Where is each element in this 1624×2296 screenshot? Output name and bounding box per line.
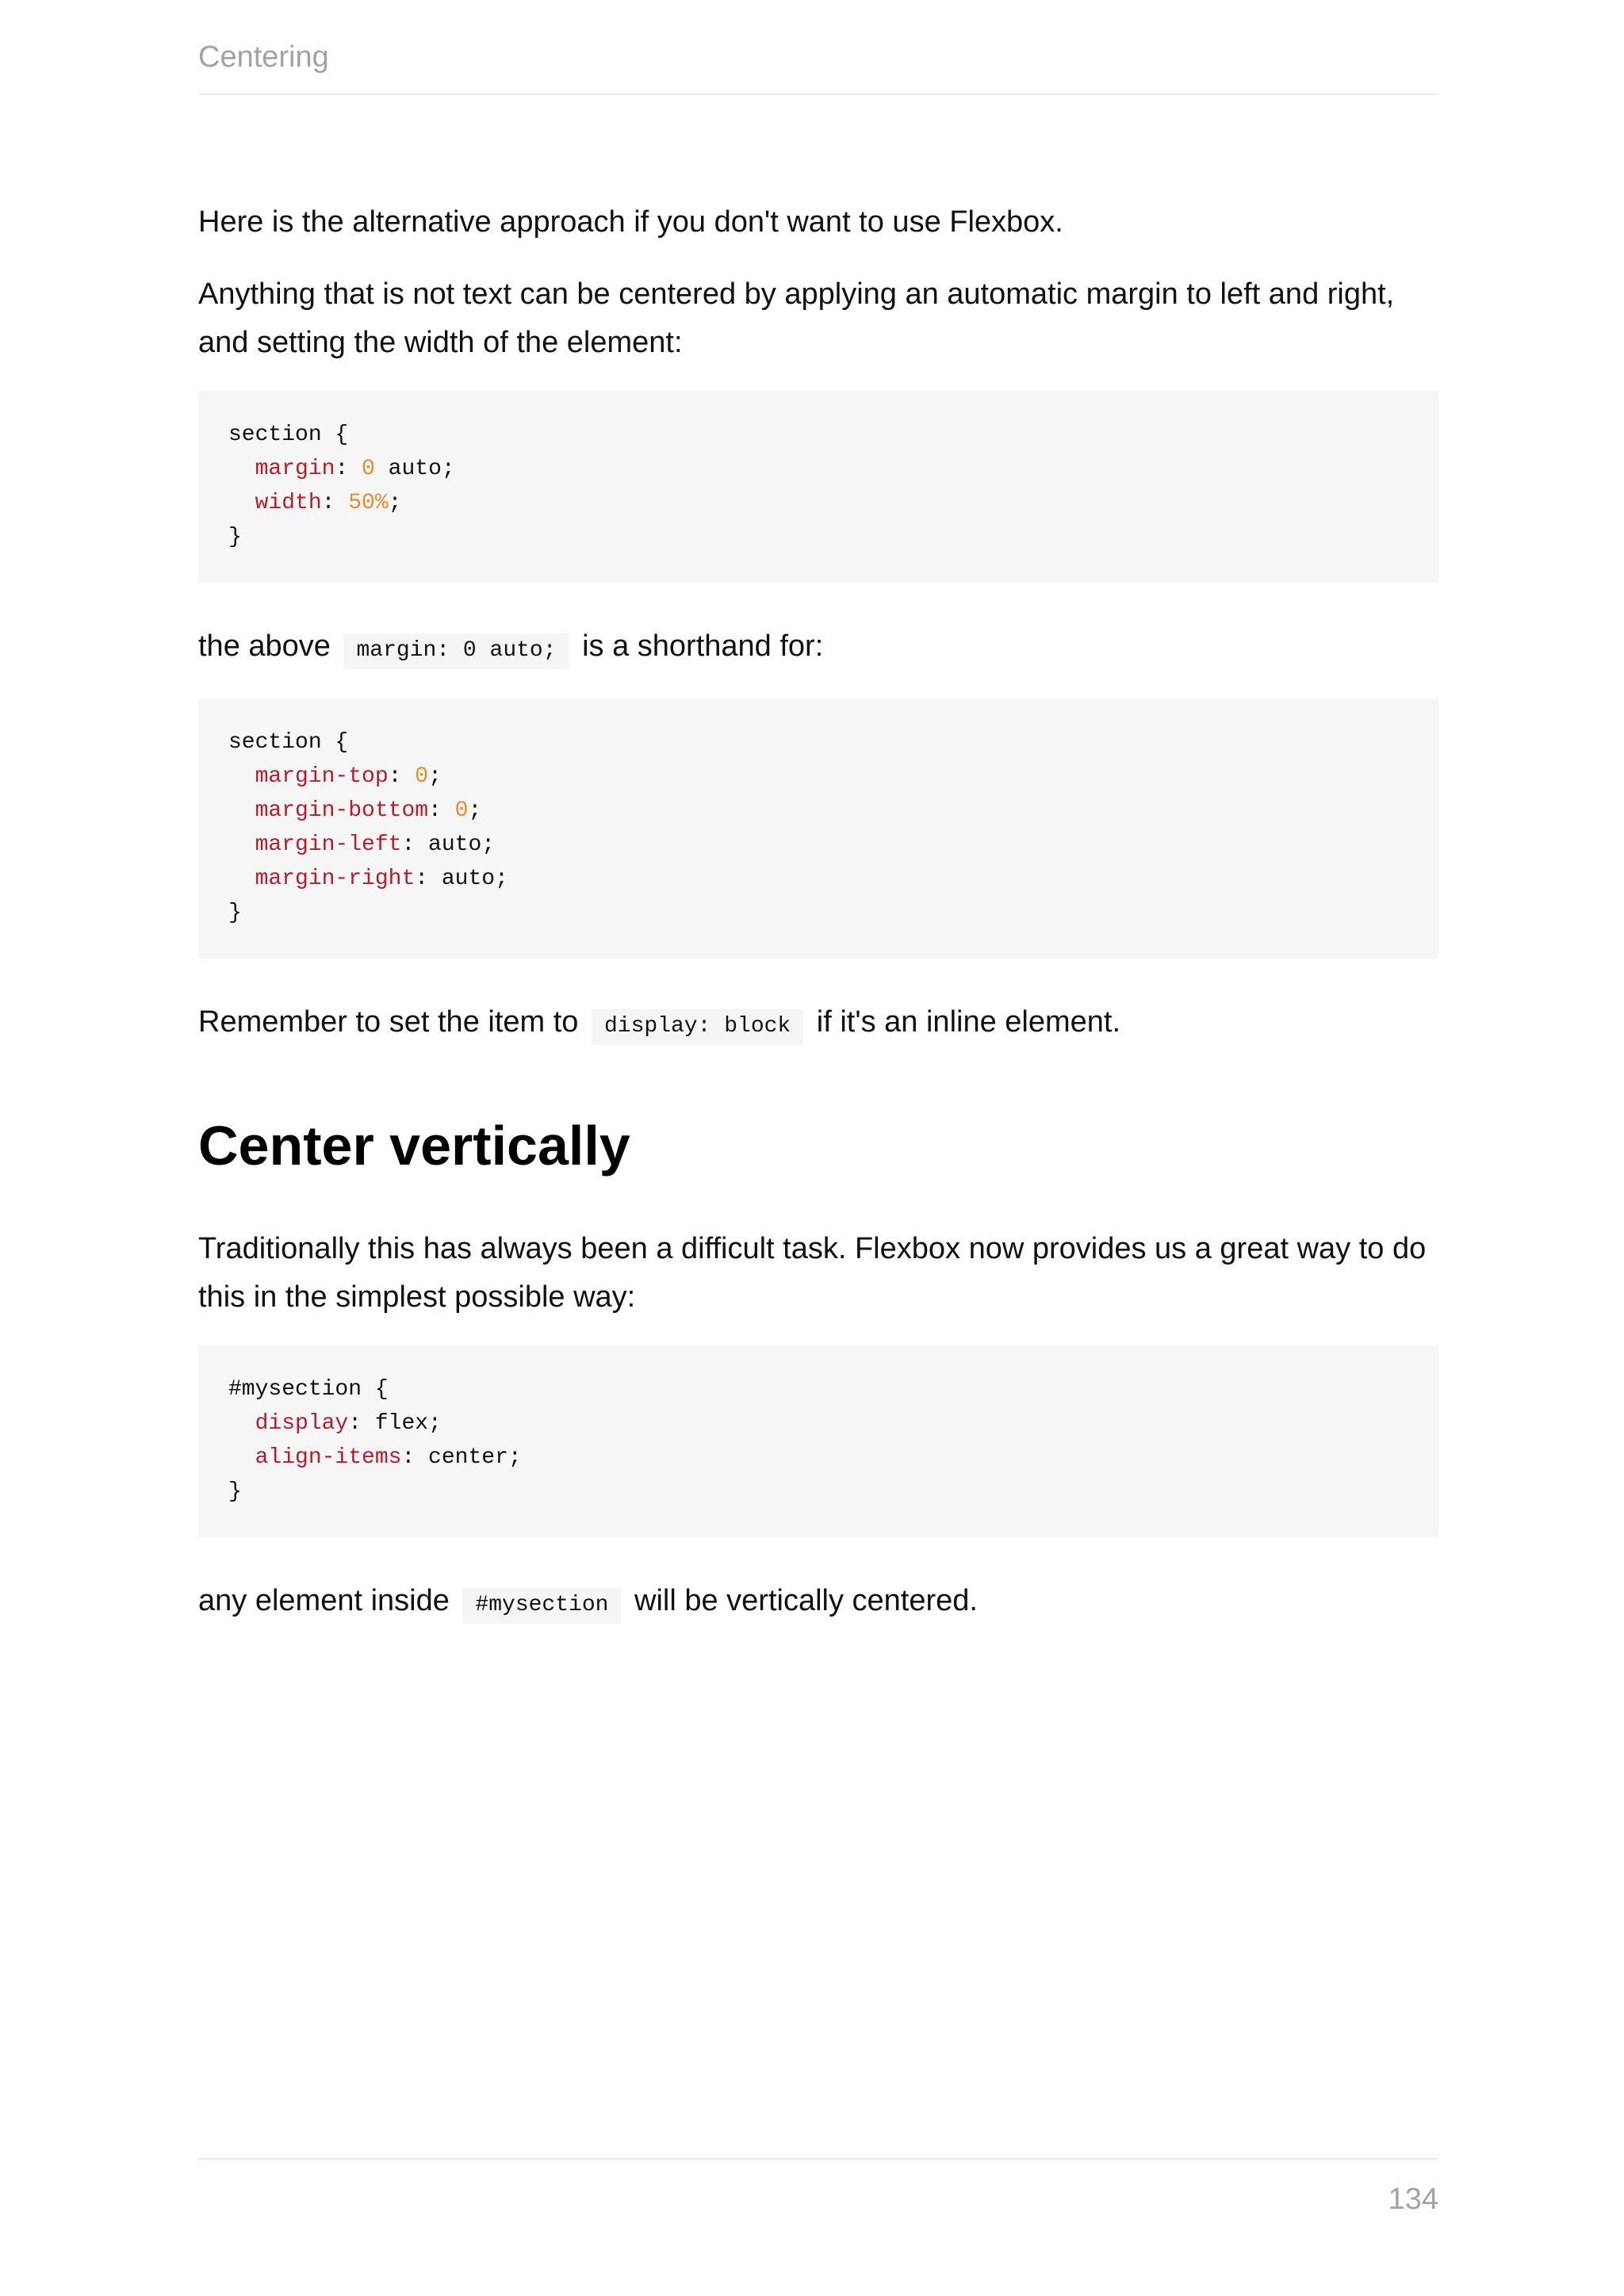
- inline-code: margin: 0 auto;: [343, 633, 569, 669]
- code-block-flex-center: [198, 1345, 1438, 1537]
- code-value: : auto;: [401, 832, 496, 857]
- code-line: #mysection {: [228, 1377, 389, 1402]
- text-fragment: if it's an inline element.: [816, 1005, 1121, 1039]
- page-header: [198, 38, 1438, 95]
- paragraph-vertical-intro: Traditionally this has always been a difficult task. Flexbox now provides us a great way to do this in the simplest possible way:: [198, 1232, 1427, 1314]
- code-value: : flex;: [348, 1411, 442, 1436]
- book-page: [198, 0, 1438, 2296]
- code-separator: :: [321, 491, 349, 515]
- section-heading: Center vertically: [198, 1115, 630, 1177]
- code-property: align-items: [255, 1445, 402, 1470]
- code-number: 0: [415, 764, 429, 789]
- text-fragment: any element inside: [198, 1584, 450, 1617]
- code-property: display: [255, 1411, 349, 1436]
- code-line: section {: [228, 730, 349, 755]
- code-value: ;: [468, 798, 482, 823]
- text-fragment: Remember to set the item to: [198, 1005, 579, 1039]
- page-footer: [198, 2158, 1438, 2216]
- inline-code: display: block: [592, 1009, 803, 1045]
- code-block-margin-longhand: [198, 698, 1438, 959]
- code-property: margin-right: [255, 867, 416, 891]
- code-property: margin-left: [255, 832, 402, 857]
- code-block-margin-auto: [198, 391, 1438, 583]
- text-fragment: is a shorthand for:: [582, 629, 824, 663]
- code-value: ;: [388, 491, 402, 515]
- inline-code: #mysection: [462, 1588, 621, 1624]
- code-value: : auto;: [415, 867, 508, 891]
- text-fragment: the above: [198, 629, 331, 663]
- code-property: width: [255, 491, 322, 515]
- paragraph-shorthand: [198, 622, 1438, 675]
- code-line: section {: [228, 423, 349, 447]
- code-separator: :: [335, 457, 362, 481]
- code-number: 50%: [348, 491, 389, 515]
- code-line: }: [228, 901, 242, 925]
- code-value: ;: [428, 764, 442, 789]
- page-number: 134: [1388, 2183, 1438, 2216]
- chapter-title: Centering: [198, 40, 329, 74]
- code-line: }: [228, 525, 242, 549]
- paragraph-display-block: [198, 998, 1438, 1050]
- paragraph-intro: Here is the alternative approach if you don't want to use Flexbox.: [198, 205, 1063, 239]
- code-separator: :: [428, 798, 455, 823]
- code-property: margin-top: [255, 764, 389, 789]
- code-property: margin-bottom: [255, 798, 429, 823]
- paragraph-vertical-result: [198, 1577, 1438, 1629]
- text-fragment: will be vertically centered.: [634, 1584, 978, 1617]
- paragraph-margin-explanation: Anything that is not text can be centered by applying an automatic margin to left and right, and setting the width of the element:: [198, 277, 1395, 359]
- code-number: 0: [454, 798, 469, 823]
- code-number: 0: [362, 457, 375, 481]
- code-line: }: [228, 1479, 242, 1504]
- code-value: : center;: [401, 1445, 522, 1470]
- code-property: margin: [255, 457, 335, 481]
- page-content: [198, 198, 1438, 1653]
- code-value: auto;: [374, 457, 455, 481]
- code-separator: :: [388, 764, 416, 789]
